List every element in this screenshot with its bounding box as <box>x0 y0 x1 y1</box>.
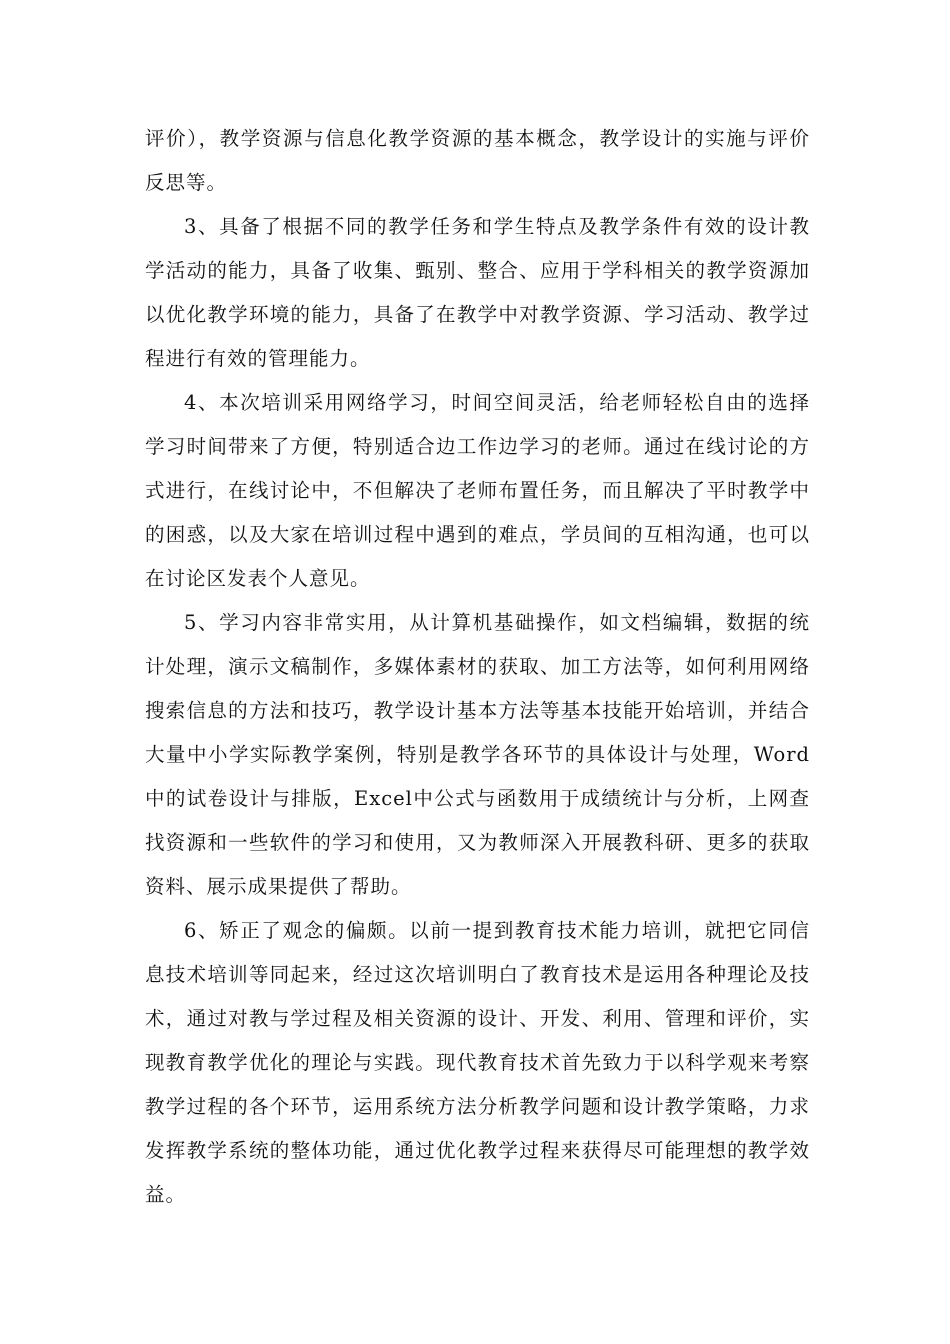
paragraph-item-3: 3、具备了根据不同的教学任务和学生特点及教学条件有效的设计教学活动的能力，具备了收集、甄别、整合、应用于学科相关的教学资源加以优化教学环境的能力，具备了在教学中对教学资源、学习活动、教学过程进行有效的管理能力。 <box>145 215 810 370</box>
paragraph-continuation: 评价），教学资源与信息化教学资源的基本概念，教学设计的实施与评价反思等。 <box>145 127 810 194</box>
paragraph-item-6: 6、矫正了观念的偏颇。以前一提到教育技术能力培训，就把它同信息技术培训等同起来，经过这次培训明白了教育技术是运用各种理论及技术，通过对教与学过程及相关资源的设计、开发、利用、管理和评价，实现教育教学优化的理论与实践。现代教育技术首先致力于以科学观来考察教学过程的各个环节，运用系统方法分析教学问题和设计教学策略，力求发挥教学系统的整体功能，通过优化教学过程来获得尽可能理想的教学效益。 <box>145 919 810 1206</box>
document-body <box>145 117 810 1217</box>
paragraph-item-4: 4、本次培训采用网络学习，时间空间灵活，给老师轻松自由的选择学习时间带来了方便，特别适合边工作边学习的老师。通过在线讨论的方式进行，在线讨论中，不但解决了老师布置任务，而且解决了平时教学中的困惑，以及大家在培训过程中遇到的难点，学员间的互相沟通，也可以在讨论区发表个人意见。 <box>145 391 810 590</box>
paragraph-item-5: 5、学习内容非常实用，从计算机基础操作，如文档编辑，数据的统计处理，演示文稿制作，多媒体素材的获取、加工方法等，如何利用网络搜索信息的方法和技巧，教学设计基本方法等基本技能开始培训，并结合大量中小学实际教学案例，特别是教学各环节的具体设计与处理，Word中的试卷设计与排版，Excel中公式与函数用于成绩统计与分析，上网查找资源和一些软件的学习和使用，又为教师深入开展教科研、更多的获取资料、展示成果提供了帮助。 <box>145 611 810 898</box>
